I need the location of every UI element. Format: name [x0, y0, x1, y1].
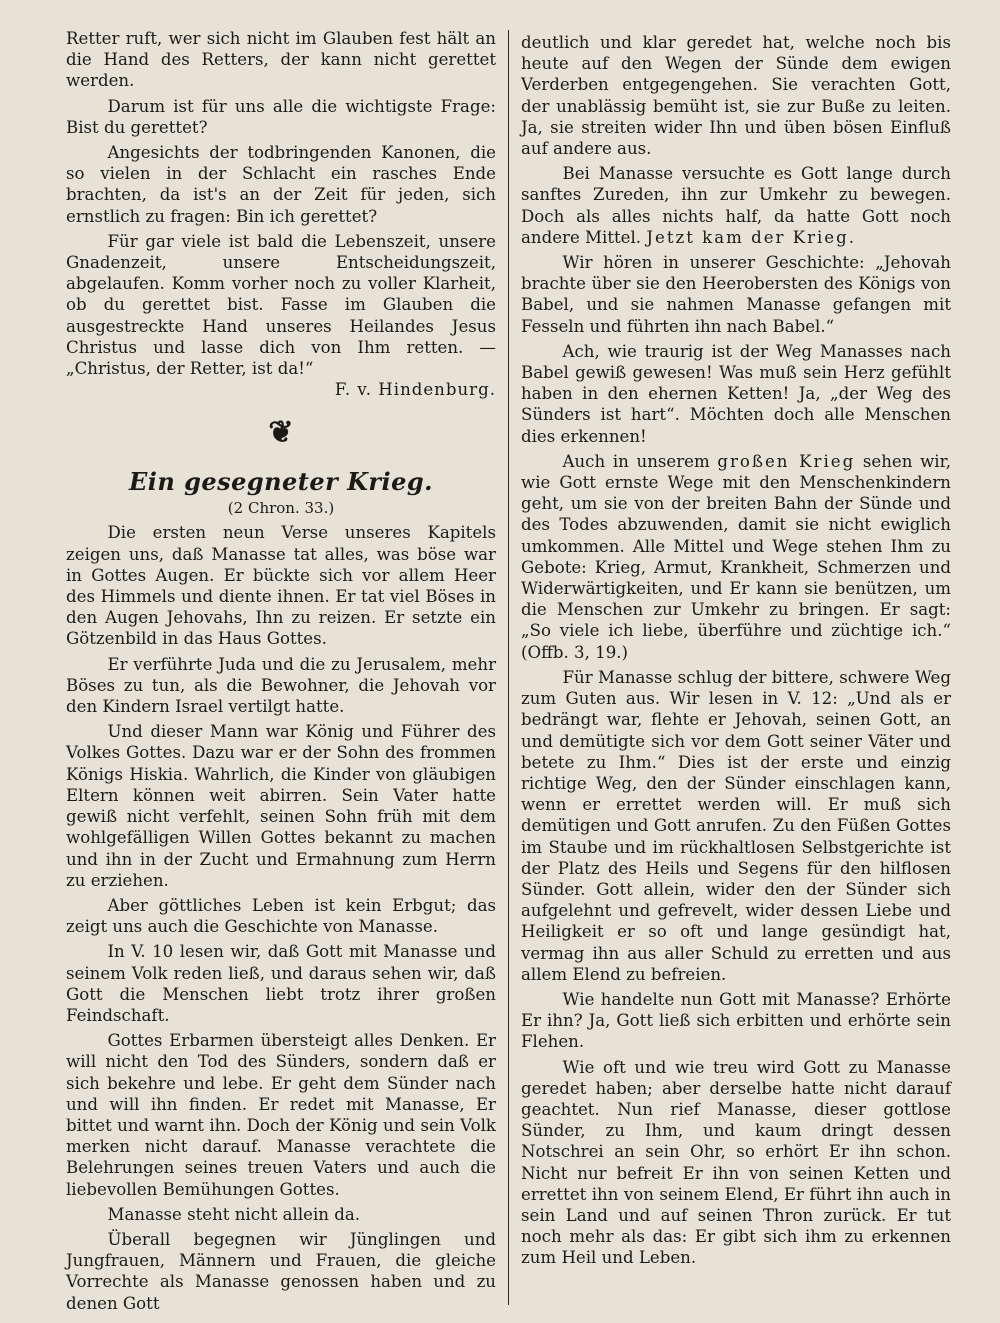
paragraph: Darum ist für uns alle die wichtigste Frage: Bist du gerettet? — [66, 96, 496, 137]
emphasis-text: großen Krieg — [717, 451, 856, 471]
paragraph: Überall begegnen wir Jünglingen und Jungfrauen, Männern und Frauen, die gleiche Vorrechte als Manasse genossen haben und zu denen Gott — [66, 1229, 496, 1313]
paragraph: Er verführte Juda und die zu Jerusalem, mehr Böses zu tun, als die Bewohner, die Jehovah vor den Kindern Israel vertilgt hatte. — [66, 654, 496, 717]
author-signature: F. v. Hindenburg. — [334, 380, 496, 400]
paragraph: Für gar viele ist bald die Lebenszeit, unsere Gnadenzeit, unsere Entscheidungszeit, abgelaufen. Komm vorher noch zu voller Klarheit, ob du gerettet bist. Fasse im Glauben die ausgestreckte Hand unseres Heilandes Jesus Christus und lasse dich von Ihm retten. — „Christus, der Retter, ist da!“ — [66, 231, 496, 379]
article-reference: (2 Chron. 33.) — [227, 499, 335, 518]
paragraph: Ach, wie traurig ist der Weg Manasses nach Babel gewiß gewesen! Was muß sein Herz gefühlt haben in den ehernen Ketten! Ja, „der Weg des Sünders ist hart“. Möchten doch alle Menschen dies erkennen! — [521, 341, 951, 446]
paragraph — [521, 163, 951, 248]
paragraph: Manasse steht nicht allein da. — [107, 1204, 361, 1224]
paragraph: Angesichts der todbringenden Kanonen, die so vielen in der Schlacht ein rasches Ende brachten, da ist's an der Zeit für jeden, sich ernstlich zu fragen: Bin ich gerettet? — [66, 143, 496, 226]
ornament-icon: ❦ — [268, 415, 294, 451]
paragraph: Wie handelte nun Gott mit Manasse? Erhörte Er ihn? Ja, Gott ließ sich erbitten und erhörte sein Flehen. — [521, 989, 951, 1052]
paragraph: Aber göttliches Leben ist kein Erbgut; das zeigt uns auch die Geschichte von Manasse. — [66, 895, 496, 937]
paragraph: Retter ruft, wer sich nicht im Glauben fest hält an die Hand des Retters, der kann nicht gerettet werden. — [66, 29, 496, 91]
right-column — [521, 32, 951, 1273]
left-column — [66, 28, 496, 1318]
paragraph: Und dieser Mann war König und Führer des Volkes Gottes. Dazu war er der Sohn des frommen Königs Hiskia. Wahrlich, die Kinder von gläubigen Eltern können weit abirren. Sein Vater hatte gewiß nicht verfehlt, seinen Sohn früh mit dem wohlgefälligen Willen Gottes bekannt zu machen und ihn in der Zucht und Ermahnung zum Herrn zu erziehen. — [66, 722, 496, 890]
article-title: Ein gesegneter Krieg. — [128, 467, 433, 497]
paragraph: Für Manasse schlug der bittere, schwere Weg zum Guten aus. Wir lesen in V. 12: „Und als er bedrängt war, flehte er Jehovah, seinen Gott, an und demütigte sich vor dem Gott seiner Väter und betete zu Ihm.“ Dies ist der erste und einzig richtige Weg, den der Sünder einschlagen kann, wenn er errettet werden will. Er muß sich demütigen und Gott anrufen. Zu den Füßen Gottes im Staube und im rückhaltlosen Selbstgerichte ist der Platz des Heils und Segens für den hilflosen Sünder. Gott allein, wider den der Sünder sich aufgelehnt und gefrevelt, wider dessen Liebe und Heiligkeit er so oft und lange gesündigt hat, vermag ihn aus aller Schuld zu erretten und aus allem Elend zu befreien. — [521, 667, 951, 984]
column-divider — [508, 30, 509, 1305]
paragraph: In V. 10 lesen wir, daß Gott mit Manasse und seinem Volk reden ließ, und daraus sehen wir, daß Gott die Menschen liebt trotz ihrer großen Feindschaft. — [66, 942, 496, 1025]
paragraph: deutlich und klar geredet hat, welche noch bis heute auf den Wegen der Sünde dem ewigen Verderben entgegengehen. Sie verachten Gott, der unablässig bemüht ist, sie zur Buße zu leiten. Ja, sie streiten wider Ihn und üben bösen Einfluß auf andere aus. — [521, 33, 951, 159]
paragraph-text: Bei Manasse versuchte es Gott lange durch sanftes Zureden, ihn zur Umkehr zu bewegen. Doch als alles nichts half, da hatte Gott noch andere Mittel. — [521, 164, 951, 247]
paragraph: Die ersten neun Verse unseres Kapitels zeigen uns, daß Manasse tat alles, was böse war in Gottes Augen. Er bückte sich vor allem Heer des Himmels und diente ihnen. Er tat viel Böses in den Augen Jehovahs, Ihn zu reizen. Er setzte ein Götzenbild in das Haus Gottes. — [66, 523, 496, 649]
emphasis-text: Jetzt kam der Krieg. — [646, 227, 857, 247]
paragraph: Wie oft und wie treu wird Gott zu Manasse geredet haben; aber derselbe hatte nicht darauf geachtet. Nun rief Manasse, dieser gottlose Sünder, zu Ihm, und kaum dringt dessen Notschrei an sein Ohr, so erhört Er ihn schon. Nicht nur befreit Er ihn von seinen Ketten und errettet ihn von seinem Elend, Er führt ihn auch in sein Land und auf seinen Thron zurück. Er tut noch mehr als das: Er gibt sich ihm zu erkennen zum Heil und Leben. — [521, 1057, 951, 1268]
paragraph: Wir hören in unserer Geschichte: „Jehovah brachte über sie den Heerobersten des Königs von Babel, und sie nahmen Manasse gefangen mit Fesseln und führten ihn nach Babel.“ — [521, 253, 951, 336]
paragraph-text: Auch in unserem — [562, 451, 710, 471]
paragraph-text: sehen wir, wie Gott ernste Wege mit den Menschenkindern geht, um sie von der breiten Bahn der Sünde und des Todes abzuwenden, damit sie nicht ewiglich umkommen. Alle Mittel und Wege stehen Ihm zu Gebote: Krieg, Armut, Krankheit, Schmerzen und Widerwärtigkeiten, und Er kann sie benützen, um die Menschen zur Umkehr zu bringen. Er sagt: „So viele ich liebe, überführe und züchtige ich.“ (Offb. 3, 19.) — [521, 451, 951, 662]
paragraph — [521, 451, 951, 663]
paragraph: Gottes Erbarmen übersteigt alles Denken. Er will nicht den Tod des Sünders, sondern daß er sich bekehre und lebe. Er geht dem Sünder nach und will ihn finden. Er redet mit Manasse, Er bittet und warnt ihn. Doch der König und sein Volk merken nicht darauf. Manasse verachtete die Belehrungen seines treuen Vaters und auch die liebevollen Bemühungen Gottes. — [66, 1031, 496, 1199]
